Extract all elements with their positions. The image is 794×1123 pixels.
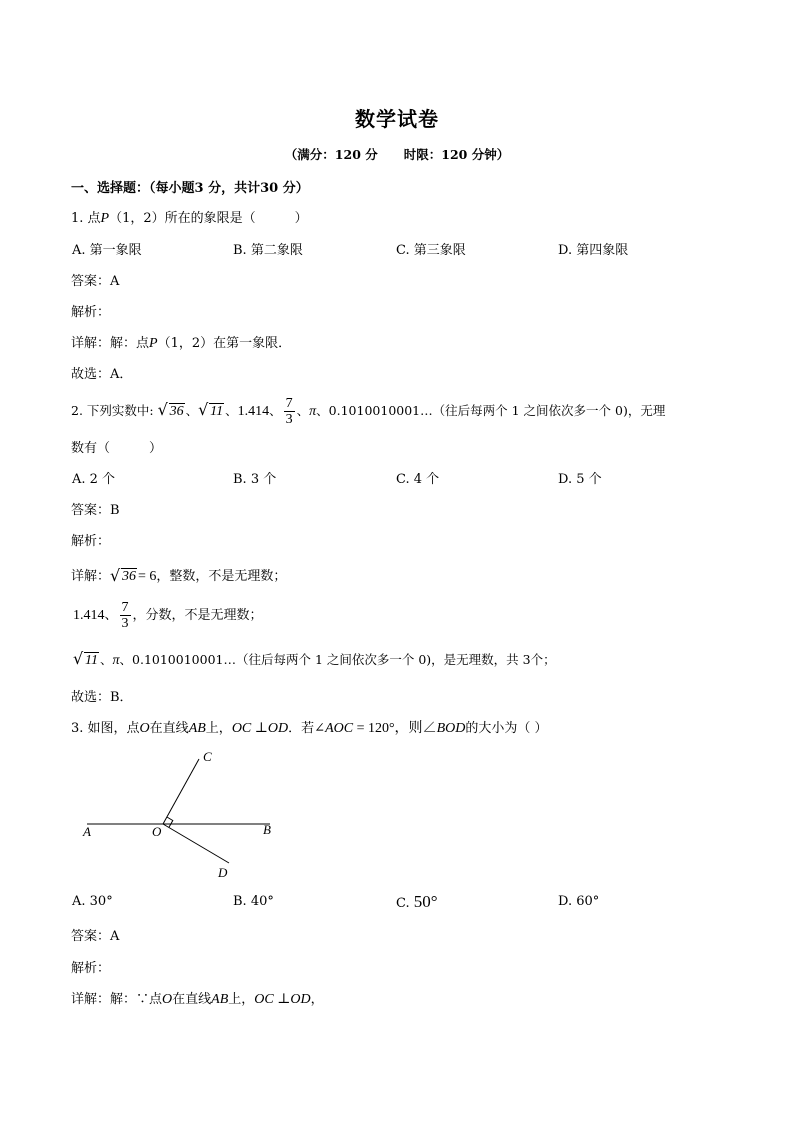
q1-option-a: A. 第一象限 bbox=[72, 243, 142, 258]
q1-option-b: B. 第二象限 bbox=[233, 243, 303, 258]
exam-info bbox=[0, 145, 794, 163]
q2-detail-3: √ 11 、π、0.1010010001…（往后每两个 1 之间依次多一个 0)，是无理数，共 3个； bbox=[73, 650, 556, 669]
label-c: C bbox=[203, 749, 212, 764]
page-title: 数学试卷 bbox=[355, 107, 439, 131]
q2-stem-line2: 数有（ ） bbox=[71, 441, 163, 456]
q3-option-c: C. 50° bbox=[396, 892, 438, 911]
q3-option-b: B. 40° bbox=[233, 894, 274, 909]
q3-detail: 详解：解：∵点O在直线AB上，OC ⊥OD， bbox=[71, 992, 324, 1007]
q3-answer: 答案：A bbox=[71, 929, 120, 944]
q2-stem: 2. 下列实数中: √ 36 、√ 11 、1.414、 $\frac{7}{3}$ 、π、0.1010010001…（往后每两个 1 之间依次多一个 0)，无理 bbox=[71, 396, 665, 427]
q2-detail-2: 1.414、 $\frac{7}{3}$ ，分数，不是无理数； bbox=[73, 600, 263, 631]
q2-option-b: B. 3 个 bbox=[233, 472, 277, 487]
q1-analysis: 解析： bbox=[71, 305, 111, 320]
fraction-7-3: $\frac{7}{3}$ bbox=[285, 396, 293, 427]
q3-option-a: A. 30° bbox=[72, 894, 113, 909]
q1-choose: 故选：A． bbox=[71, 367, 133, 382]
q1-answer: 答案：A bbox=[71, 274, 120, 289]
q2-option-d: D. 5 个 bbox=[558, 472, 602, 487]
angle-figure bbox=[70, 740, 290, 885]
section-heading: 一、选择题：（每小题3 分，共计30 分） bbox=[71, 181, 309, 196]
q2-answer: 答案：B bbox=[71, 503, 120, 518]
q2-detail-1: 详解：√ 36 = 6，整数，不是无理数； bbox=[71, 565, 286, 585]
right-angle-mark bbox=[167, 817, 173, 827]
time-limit: 时限：120 分钟） bbox=[403, 147, 510, 162]
q3-analysis: 解析： bbox=[71, 961, 111, 976]
full-score: （满分：120 分 bbox=[284, 147, 378, 162]
label-d: D bbox=[218, 865, 228, 880]
q2-option-c: C. 4 个 bbox=[396, 472, 440, 487]
sqrt-36: √ 36 bbox=[159, 403, 185, 420]
label-o: O bbox=[152, 824, 162, 839]
label-a: A bbox=[83, 824, 91, 839]
q2-analysis: 解析： bbox=[71, 534, 111, 549]
ray-oc bbox=[163, 759, 199, 824]
ray-od bbox=[163, 824, 229, 863]
q2-option-a: A. 2 个 bbox=[72, 472, 116, 487]
label-b: B bbox=[263, 822, 271, 837]
q1-option-c: C. 第三象限 bbox=[396, 243, 466, 258]
q1-detail: 详解：解：点P（1，2）在第一象限． bbox=[71, 336, 292, 351]
sqrt-11: √ 11 bbox=[199, 403, 224, 420]
q3-option-d: D. 60° bbox=[558, 894, 600, 909]
q3-stem: 3. 如图，点O在直线AB上，OC ⊥OD．若∠AOC = 120°，则∠BOD的大小为（ ） bbox=[71, 721, 548, 736]
q2-choose: 故选：B． bbox=[71, 690, 133, 705]
q1-option-d: D. 第四象限 bbox=[558, 243, 629, 258]
q1-stem: 1. 点P（1，2）所在的象限是（ ） bbox=[71, 211, 308, 226]
